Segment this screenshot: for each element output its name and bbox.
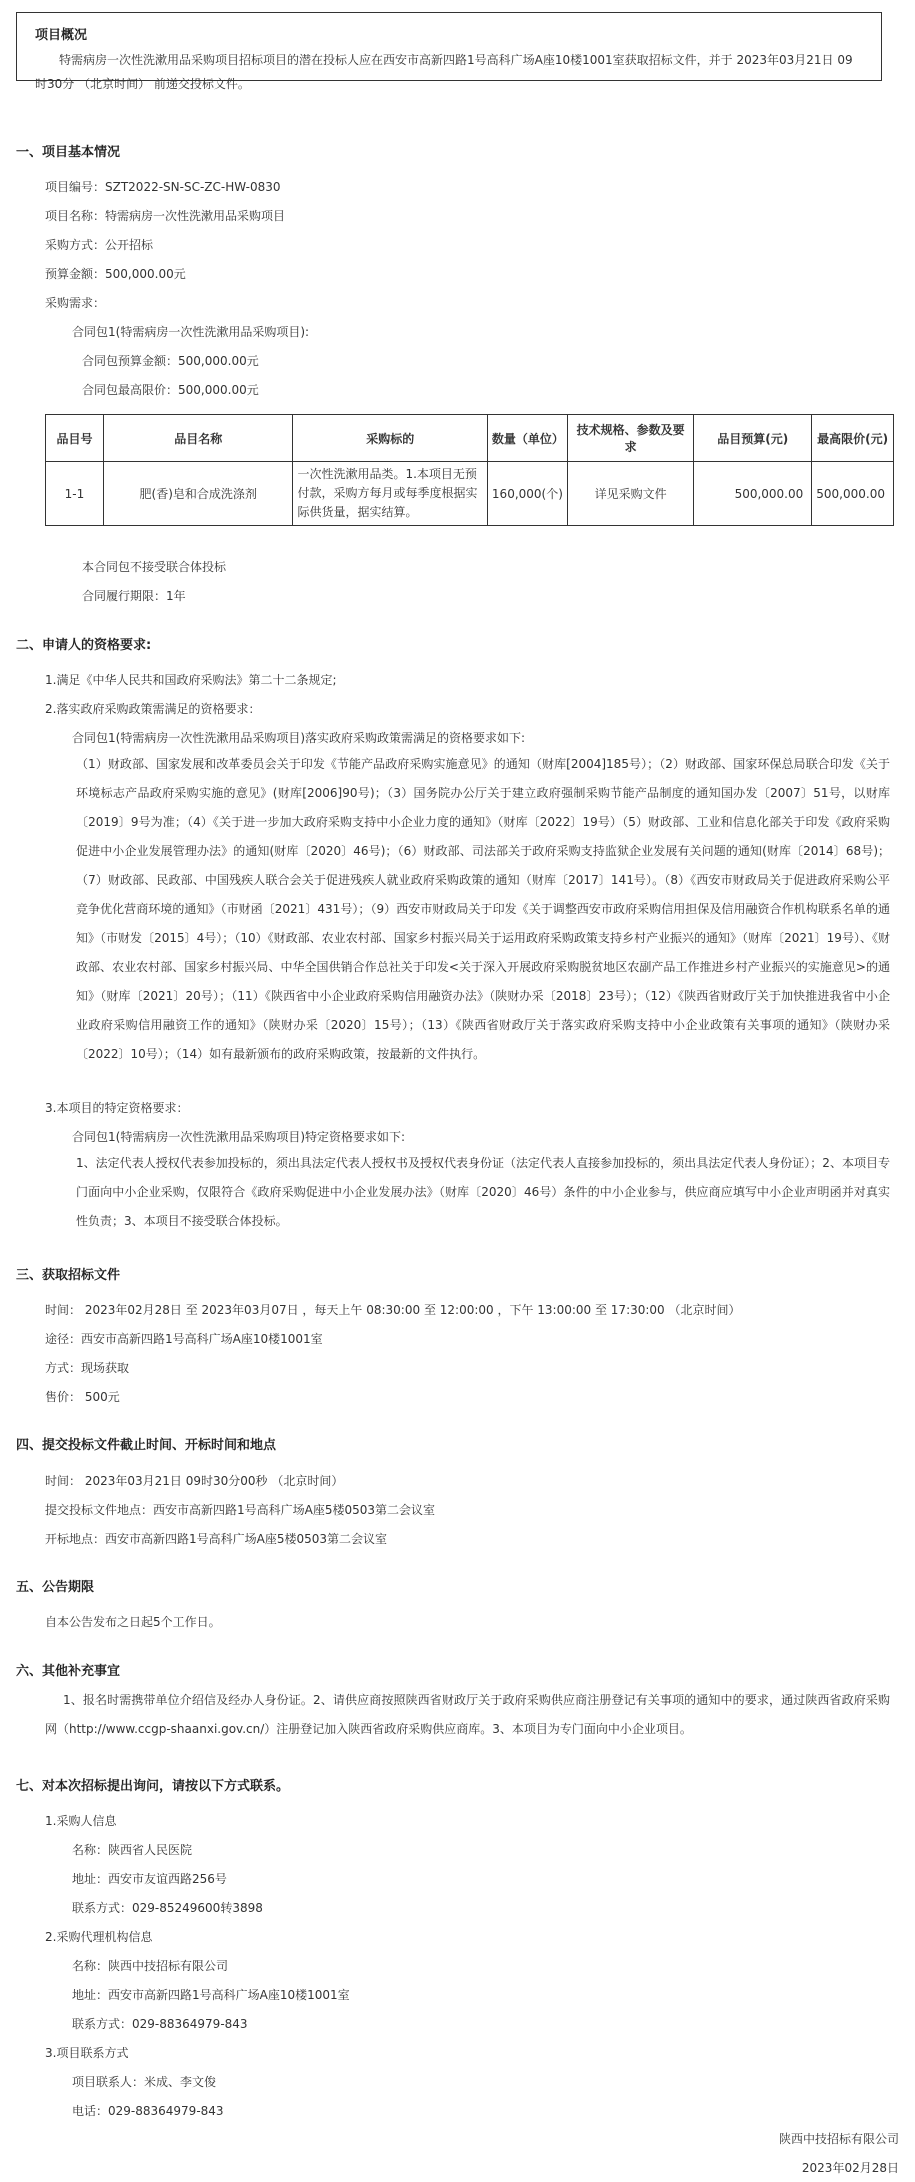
obtain-price: 售价： 500元 [45,1390,120,1404]
table-cell: 500,000.00 [694,462,812,526]
qualification-item-3-sub: 合同包1(特需病房一次性洗漱用品采购项目)特定资格要求如下: [72,1130,406,1144]
obtain-mode: 方式：现场获取 [45,1361,130,1375]
items-table [45,414,894,526]
supplementary-text: 1、报名时需携带单位介绍信及经办人身份证。2、请供应商按照陕西省财政厅关于政府采购供应商注册登记有关事项的通知中的要求，通过陕西省政府采购网（http://www.ccgp-shaanxi.gov.cn/）注册登记加入陕西省政府采购供应商库。3、本项目为专门面向中小企业项目。 [45,1693,890,1736]
table-cell: 详见采购文件 [567,462,693,526]
overview-box [16,12,882,91]
table-cell: 肥(香)皂和合成洗涤剂 [103,462,293,526]
obtain-time: 时间： 2023年02月28日 至 2023年03月07日 ，每天上午 08:30:00 至 12:00:00 ，下午 13:00:00 至 17:30:00 （北京时间） [45,1303,741,1317]
project-contact-person: 项目联系人：米成、李文俊 [72,2075,217,2089]
table-header: 最高限价(元) [812,415,894,462]
specific-requirements: 1、法定代表人授权代表参加投标的，须出具法定代表人授权书及授权代表身份证（法定代表人直接参加投标的，须出具法定代表人身份证）；2、本项目专门面向中小企业采购，仅限符合《政府采购促进中小企业发展办法》（财库〔2020〕46号）条件的中小企业参与，供应商应填写中小企业声明函并对真实性负责；3、本项目不接受联合体投标。 [76,1156,890,1228]
table-cell: 500,000.00 [812,462,894,526]
project-number: 项目编号：SZT2022-SN-SC-ZC-HW-0830 [45,180,281,194]
contact-agency: 2.采购代理机构信息 [45,1930,153,1944]
opening-location: 开标地点：西安市高新四路1号高科广场A座5楼0503第二会议室 [45,1532,388,1546]
project-contact-phone: 电话：029-88364979-843 [72,2104,224,2118]
procurement-method: 采购方式：公开招标 [45,238,154,252]
budget-amount: 预算金额：500,000.00元 [45,267,186,281]
agency-phone: 联系方式：029-88364979-843 [72,2017,248,2031]
table-row [46,462,894,526]
table-header: 数量（单位） [487,415,567,462]
section-1-title: 一、项目基本情况 [16,145,121,160]
obtain-way: 途径：西安市高新四路1号高科广场A座10楼1001室 [45,1332,323,1346]
contract-package: 合同包1(特需病房一次性洗漱用品采购项目): [72,325,310,339]
table-cell: 160,000(个) [487,462,567,526]
section-7-title: 七、对本次招标提出询问，请按以下方式联系。 [16,1779,290,1794]
qualification-item-2-sub: 合同包1(特需病房一次性洗漱用品采购项目)落实政府采购政策需满足的资格要求如下: [72,731,526,745]
table-header: 技术规格、参数及要求 [567,415,693,462]
purchaser-name: 名称：陕西省人民医院 [72,1843,193,1857]
table-header: 品目号 [46,415,104,462]
policy-requirements: （1）财政部、国家发展和改革委员会关于印发《节能产品政府采购实施意见》的通知（财库[2004]185号）；（2）财政部、国家环保总局联合印发《关于环境标志产品政府采购实施的意见》(财库[2006]90号)；（3）国务院办公厅关于建立政府强制采购节能产品制度的通知国办发〔2007〕51号，以财库〔2019〕9号为准；（4）《关于进一步加大政府采购支持中小企业力度的通知》（财库〔2022〕19号）（5）财政部、工业和信息化部关于印发《政府采购促进中小企业发展管理办法》的通知(财库〔2020〕46号)；（6）财政部、司法部关于政府采购支持监狱企业发展有关问题的通知(财库〔2014〕68号)；（7）财政部、民政部、中国残疾人联合会关于促进残疾人就业政府采购政策的通知（财库〔2017〕141号）。（8）《西安市财政局关于促进政府采购公平竞争优化营商环境的通知》（市财函〔2021〕431号）；（9）西安市财政局关于印发《关于调整西安市政府采购信用担保及信用融资合作机构联系名单的通知》（市财发〔2015〕4号）；（10）《财政部、农业农村部、国家乡村振兴局关于运用政府采购政策支持乡村产业振兴的通知》（财库〔2021〕19号）、《财政部、农业农村部、国家乡村振兴局、中华全国供销合作总社关于印发<关于深入开展政府采购脱贫地区农副产品工作推进乡村产业振兴的实施意见>的通知》（财库〔2021〕20号）；（11）《陕西省中小企业政府采购信用融资办法》（陕财办采〔2018〕23号）；（12）《陕西省财政厅关于加快推进我省中小企业政府采购信用融资工作的通知》（陕财办采〔2020〕15号）；（13）《陕西省财政厅关于落实政府采购支持中小企业政策有关事项的通知》（陕财办采〔2022〕10号）；（14）如有最新颁布的政府采购政策，按最新的文件执行。 [76,757,890,1061]
table-header: 品目名称 [103,415,293,462]
section-5-title: 五、公告期限 [16,1580,95,1595]
table-header: 采购标的 [293,415,487,462]
section-2-title: 二、申请人的资格要求: [16,638,152,653]
section-6-title: 六、其他补充事宜 [16,1664,121,1679]
procurement-need: 采购需求： [45,296,106,310]
contract-period: 合同履行期限：1年 [82,589,186,603]
purchaser-phone: 联系方式：029-85249600转3898 [72,1901,263,1915]
qualification-item-3: 3.本项目的特定资格要求： [45,1101,189,1115]
section-4-title: 四、提交投标文件截止时间、开标时间和地点 [16,1438,277,1453]
project-name: 项目名称：特需病房一次性洗漱用品采购项目 [45,209,286,223]
footer-company: 陕西中技招标有限公司 [778,2132,899,2146]
table-header-row [46,415,894,462]
qualification-item-2: 2.落实政府采购政策需满足的资格要求： [45,702,261,716]
table-cell: 1-1 [46,462,104,526]
package-budget: 合同包预算金额：500,000.00元 [82,354,259,368]
table-header: 品目预算(元) [694,415,812,462]
contact-project: 3.项目联系方式 [45,2046,129,2060]
agency-name: 名称：陕西中技招标有限公司 [72,1959,229,1973]
contact-purchaser: 1.采购人信息 [45,1814,117,1828]
agency-address: 地址：西安市高新四路1号高科广场A座10楼1001室 [72,1988,350,2002]
purchaser-address: 地址：西安市友谊西路256号 [72,1872,227,1886]
overview-text: 特需病房一次性洗漱用品采购项目招标项目的潜在投标人应在西安市高新四路1号高科广场A座10楼1001室获取招标文件，并于 2023年03月21日 09时30分 （北京时间） 前递交投标文件。 [35,53,853,91]
table-cell: 一次性洗漱用品类。1.本项目无预付款，采购方每月或每季度根据实际供货量，据实结算。 [293,462,487,526]
overview-title: 项目概况 [35,28,88,43]
qualification-item-1: 1.满足《中华人民共和国政府采购法》第二十二条规定; [45,673,337,687]
submit-location: 提交投标文件地点：西安市高新四路1号高科广场A座5楼0503第二会议室 [45,1503,436,1517]
no-consortium-note: 本合同包不接受联合体投标 [82,560,227,574]
notice-period: 自本公告发布之日起5个工作日。 [45,1615,221,1629]
package-max-price: 合同包最高限价：500,000.00元 [82,383,259,397]
deadline-time: 时间： 2023年03月21日 09时30分00秒 （北京时间） [45,1474,344,1488]
footer-date: 2023年02月28日 [801,2161,899,2175]
section-3-title: 三、获取招标文件 [16,1268,121,1283]
